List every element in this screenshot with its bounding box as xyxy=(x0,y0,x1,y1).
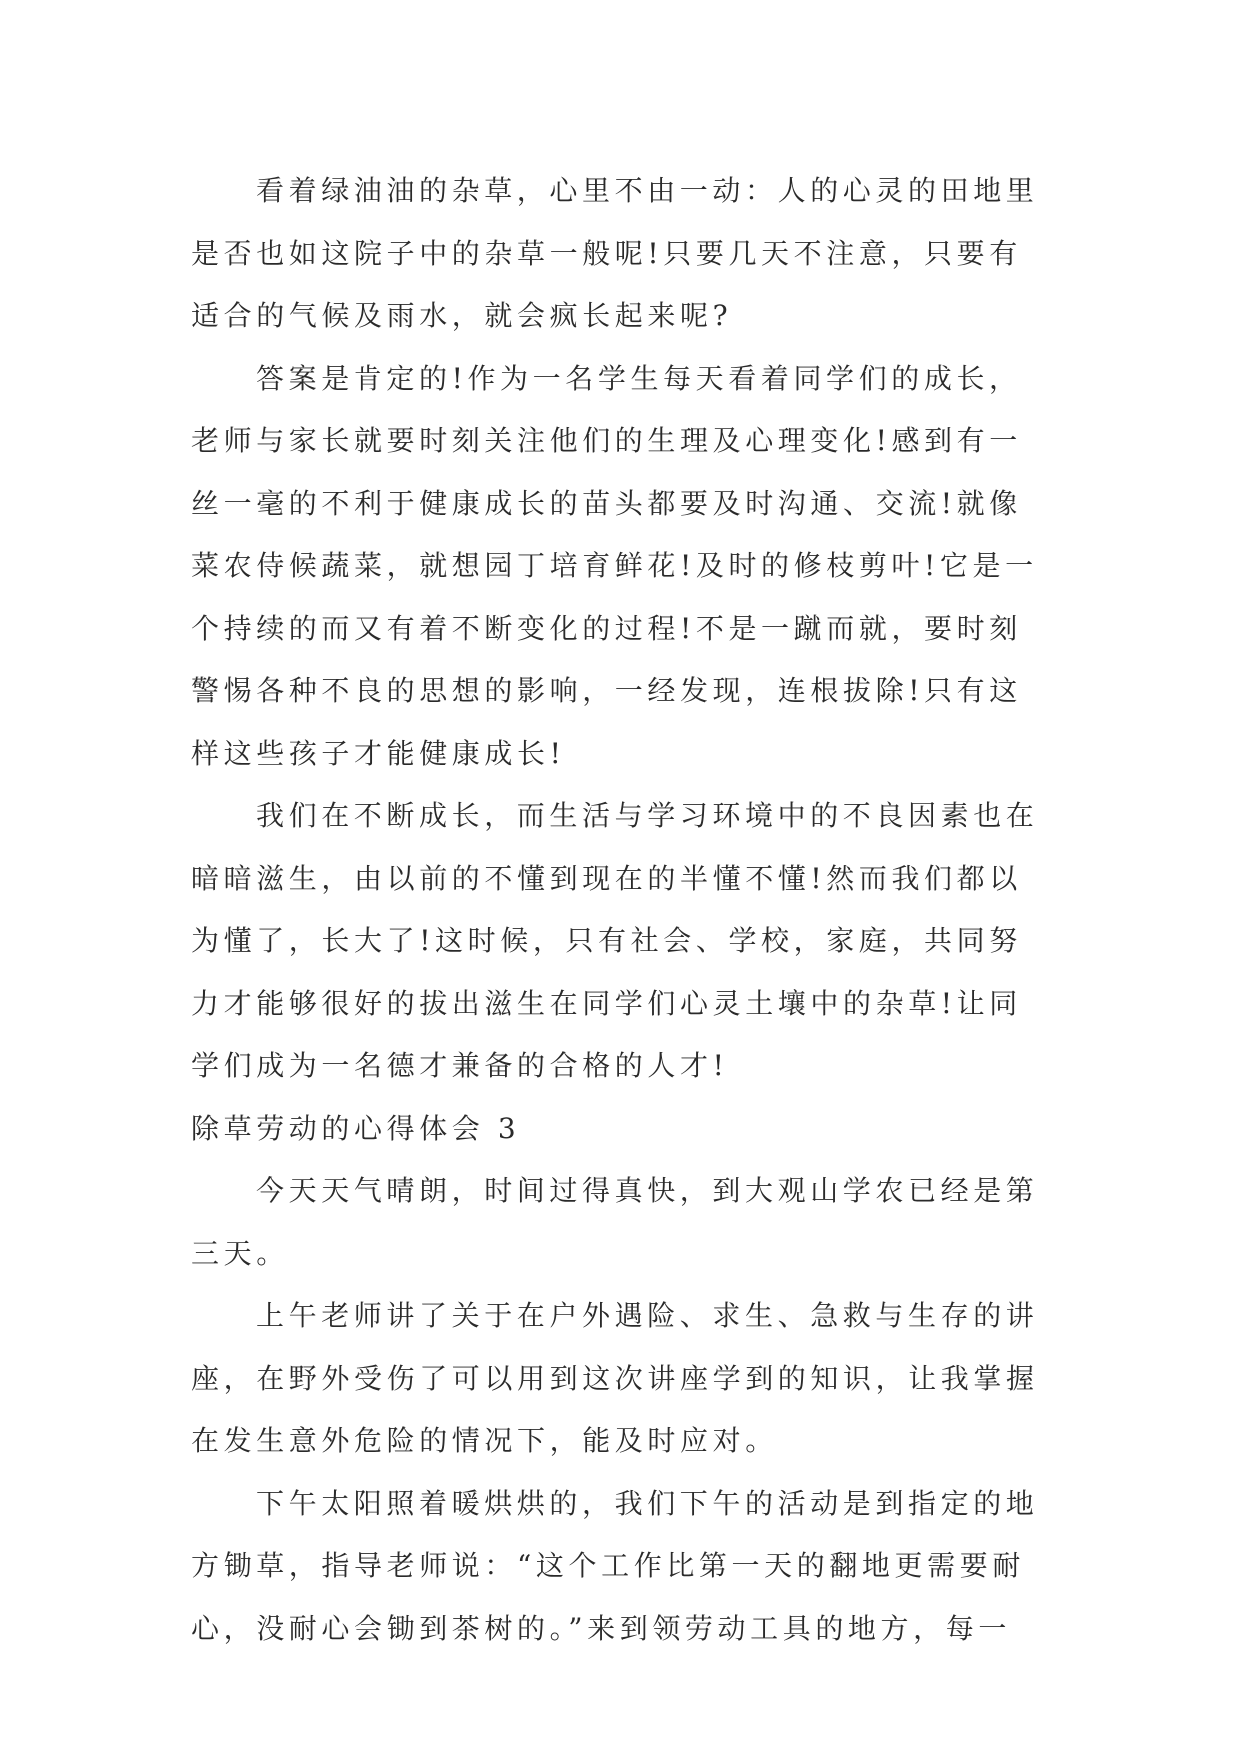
text-line: 答案是肯定的!作为一名学生每天看着同学们的成长， xyxy=(256,361,1022,395)
text-line: 三天。 xyxy=(191,1236,289,1270)
text-line: 是否也如这院子中的杂草一般呢!只要几天不注意，只要有 xyxy=(191,236,1022,270)
text-line: 上午老师讲了关于在户外遇险、求生、急救与生存的讲 xyxy=(256,1299,1039,1332)
text-line: 下午太阳照着暖烘烘的，我们下午的活动是到指定的地 xyxy=(256,1486,1039,1520)
paragraph-5 xyxy=(191,1285,1061,1473)
text-line: 我们在不断成长，而生活与学习环境中的不良因素也在 xyxy=(256,799,1039,832)
paragraph-3 xyxy=(191,785,1061,1098)
text-line: 为懂了，长大了!这时候，只有社会、学校，家庭，共同努 xyxy=(191,924,1022,957)
paragraph-1 xyxy=(191,160,1061,348)
text-line: 老师与家长就要时刻关注他们的生理及心理变化!感到有一 xyxy=(191,424,1022,457)
text-line: 在发生意外危险的情况下，能及时应对。 xyxy=(191,1424,778,1457)
text-line: 样这些孩子才能健康成长! xyxy=(191,736,566,770)
text-line: 菜农侍候蔬菜，就想园丁培育鲜花!及时的修枝剪叶!它是一 xyxy=(191,549,1038,582)
text-line: 警惕各种不良的思想的影响，一经发现，连根拔除!只有这 xyxy=(191,674,1022,707)
paragraph-6 xyxy=(191,1473,1061,1661)
text-line: 个持续的而又有着不断变化的过程!不是一蹴而就，要时刻 xyxy=(191,611,1022,645)
text-line: 看着绿油油的杂草，心里不由一动：人的心灵的田地里 xyxy=(256,174,1039,207)
section-heading: 除草劳动的心得体会 3 xyxy=(191,1111,521,1145)
text-line: 方锄草，指导老师说：“这个工作比第一天的翻地更需要耐 xyxy=(191,1549,1025,1582)
text-line: 学们成为一名德才兼备的合格的人才! xyxy=(191,1049,729,1082)
text-line: 座，在野外受伤了可以用到这次讲座学到的知识，让我掌握 xyxy=(191,1361,1039,1395)
paragraph-4 xyxy=(191,1160,1061,1285)
text-line: 心，没耐心会锄到茶树的。”来到领劳动工具的地方，每一 xyxy=(191,1611,1011,1645)
text-line: 暗暗滋生，由以前的不懂到现在的半懂不懂!然而我们都以 xyxy=(191,861,1022,895)
text-line: 力才能够很好的拔出滋生在同学们心灵土壤中的杂草!让同 xyxy=(191,986,1022,1020)
paragraph-2 xyxy=(191,348,1061,786)
text-line: 丝一毫的不利于健康成长的苗头都要及时沟通、交流!就像 xyxy=(191,486,1022,520)
text-line: 适合的气候及雨水，就会疯长起来呢? xyxy=(191,299,733,332)
text-line: 今天天气晴朗，时间过得真快，到大观山学农已经是第 xyxy=(256,1174,1039,1207)
document-body xyxy=(191,160,1061,1660)
